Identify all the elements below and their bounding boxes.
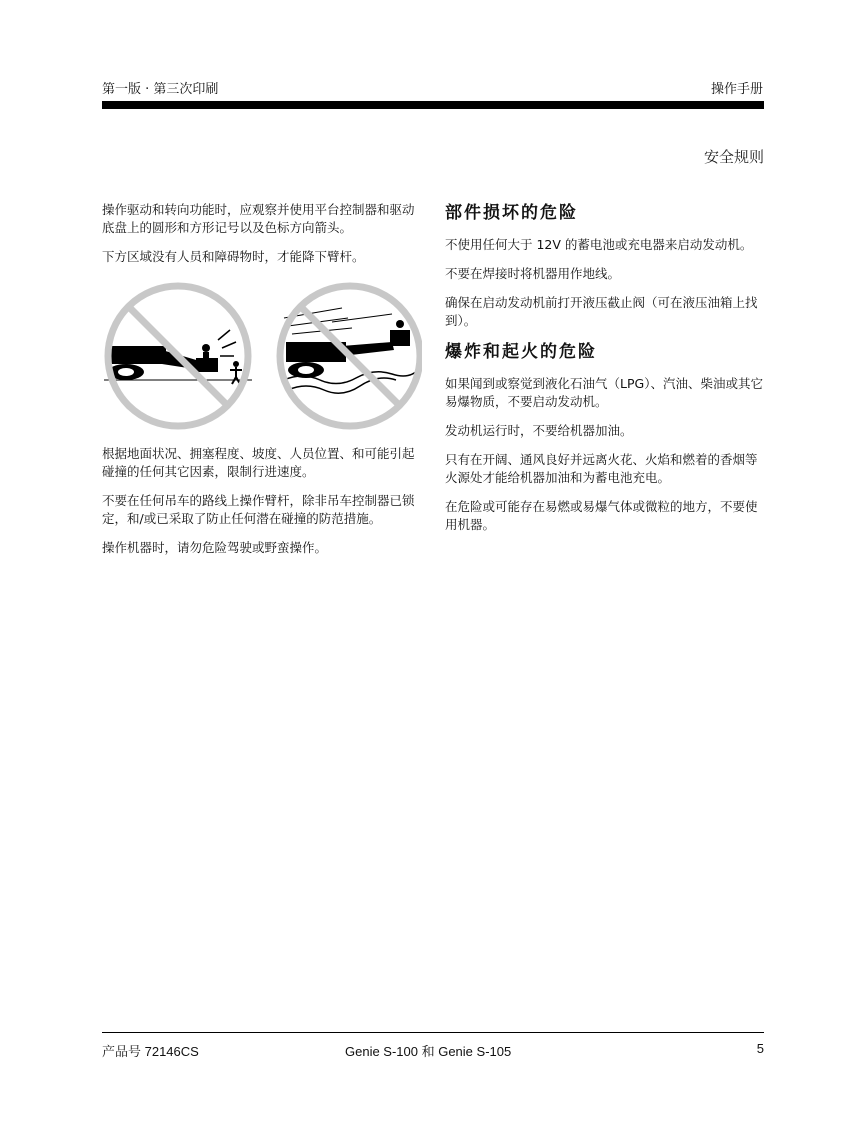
paragraph: 在危险或可能存在易燃或易爆气体或微粒的地方，不要使用机器。 — [445, 499, 758, 532]
paragraph: 操作驱动和转向功能时，应观察并使用平台控制器和驱动底盘上的圆形和方形记号以及色标方向箭头。 — [102, 202, 415, 235]
paragraph: 操作机器时，请勿危险驾驶或野蛮操作。 — [102, 540, 328, 555]
paragraph: 根据地面状况、拥塞程度、坡度、人员位置、和可能引起碰撞的任何其它因素，限制行进速度。 — [102, 446, 415, 479]
component-damage-heading: 部件损坏的危险 — [445, 203, 578, 223]
left-column-bottom — [102, 445, 424, 568]
header-edition: 第一版 · 第三次印刷 — [102, 82, 219, 97]
footer-model: Genie S-100 和 Genie S-105 — [345, 1044, 512, 1059]
footer-part-number: 产品号 72146CS — [102, 1044, 199, 1059]
paragraph: 下方区域没有人员和障碍物时，才能降下臂杆。 — [102, 249, 365, 264]
paragraph: 不要在焊接时将机器用作地线。 — [445, 266, 621, 281]
left-column-top — [102, 201, 424, 277]
page-number: 5 — [756, 1041, 764, 1056]
prohibition-illustrations — [102, 280, 422, 432]
paragraph: 发动机运行时，不要给机器加油。 — [445, 423, 633, 438]
right-column — [445, 200, 767, 545]
paragraph: 确保在启动发动机前打开液压截止阀（可在液压油箱上找到）。 — [445, 295, 758, 328]
no-reckless-driving-illustration — [280, 286, 420, 426]
paragraph: 只有在开阔、通风良好并远离火花、火焰和燃着的香烟等火源处才能给机器加油和为蓄电池充电。 — [445, 452, 758, 485]
paragraph: 不使用任何大于 12V 的蓄电池或充电器来启动发动机。 — [445, 237, 753, 252]
paragraph: 不要在任何吊车的路线上操作臂杆，除非吊车控制器已锁定，和/或已采取了防止任何潜在碰撞的防范措施。 — [102, 493, 415, 526]
no-lowering-over-people-illustration — [104, 286, 252, 426]
paragraph: 如果闻到或察觉到液化石油气（LPG）、汽油、柴油或其它易爆物质，不要启动发动机。 — [445, 376, 763, 409]
section-title: 安全规则 — [703, 148, 764, 166]
explosion-fire-heading: 爆炸和起火的危险 — [445, 342, 597, 362]
header-rule — [102, 101, 764, 109]
header-manual-title: 操作手册 — [710, 82, 763, 97]
footer-rule — [102, 1032, 764, 1033]
